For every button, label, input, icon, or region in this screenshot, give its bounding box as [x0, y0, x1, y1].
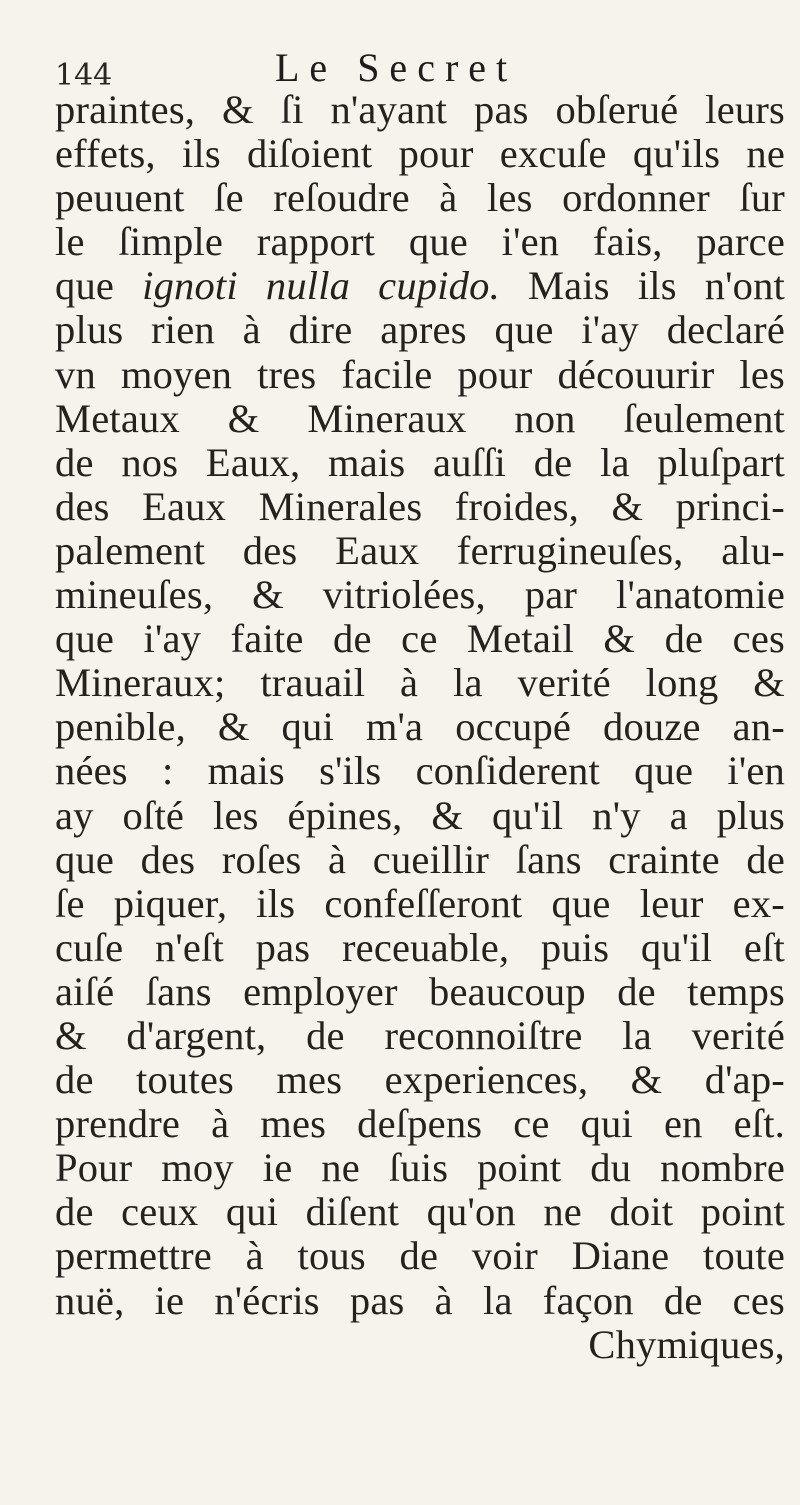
text-line: prendre à mes deſpens ce qui en eſt. — [55, 1101, 785, 1147]
text-line: vn moyen tres facile pour découurir les — [55, 351, 785, 397]
body-text — [55, 88, 785, 1367]
text-line: permettre à tous de voir Diane toute — [55, 1233, 785, 1279]
text-line: mineuſes, & vitriolées, par l'anatomie — [55, 572, 785, 618]
text-line: des Eaux Minerales froides, & princi- — [55, 483, 785, 529]
latin-quotation: ignoti nulla cupido. — [142, 263, 500, 309]
text-line: que des roſes à cueillir ſans crainte de — [55, 836, 785, 882]
text-line: Pour moy ie ne ſuis point du nombre — [55, 1145, 785, 1191]
text-line: effets, ils diſoient pour excuſe qu'ils ne — [55, 131, 785, 177]
catchword: Chymiques, — [588, 1321, 785, 1367]
text-line-with-latin — [55, 264, 785, 308]
text-line: peuuent ſe reſoudre à les ordonner ſur — [55, 175, 785, 221]
text-line: & d'argent, de reconnoiſtre la verité — [55, 1012, 785, 1058]
text-line: ay oſté les épines, & qu'il n'y a plus — [55, 792, 785, 838]
text-line: de toutes mes experiences, & d'ap- — [55, 1057, 785, 1103]
line-segment: Mais ils n'ont — [499, 263, 785, 309]
text-line: nuë, ie n'écris pas à la façon de ces — [55, 1277, 785, 1323]
page-header — [55, 44, 755, 92]
running-head: Le Secret — [275, 45, 518, 90]
text-line: praintes, & ſi n'ayant pas obſerué leurs — [55, 87, 785, 132]
text-line: Metaux & Mineraux non ſeulement — [55, 395, 785, 441]
text-line: plus rien à dire apres que i'ay declaré — [55, 307, 785, 353]
text-line: cuſe n'eſt pas receuable, puis qu'il eſt — [55, 924, 785, 970]
line-segment: que — [55, 263, 143, 309]
text-line: le ſimple rapport que i'en fais, parce — [55, 219, 785, 265]
page-number: 144 — [55, 58, 113, 93]
text-line: nées : mais s'ils conſiderent que i'en — [55, 748, 785, 794]
text-line: Mineraux; trauail à la verité long & — [55, 660, 785, 706]
text-line: penible, & qui m'a occupé douze an- — [55, 704, 785, 750]
text-line: que i'ay faite de ce Metail & de ces — [55, 616, 785, 662]
text-line: de nos Eaux, mais auſſi de la pluſpart — [55, 439, 785, 485]
text-line: palement des Eaux ferrugineuſes, alu- — [55, 527, 785, 573]
text-line: de ceux qui diſent qu'on ne doit point — [55, 1189, 785, 1235]
text-line: aiſé ſans employer beaucoup de temps — [55, 968, 785, 1014]
text-line: ſe piquer, ils confeſſeront que leur ex- — [55, 880, 785, 926]
